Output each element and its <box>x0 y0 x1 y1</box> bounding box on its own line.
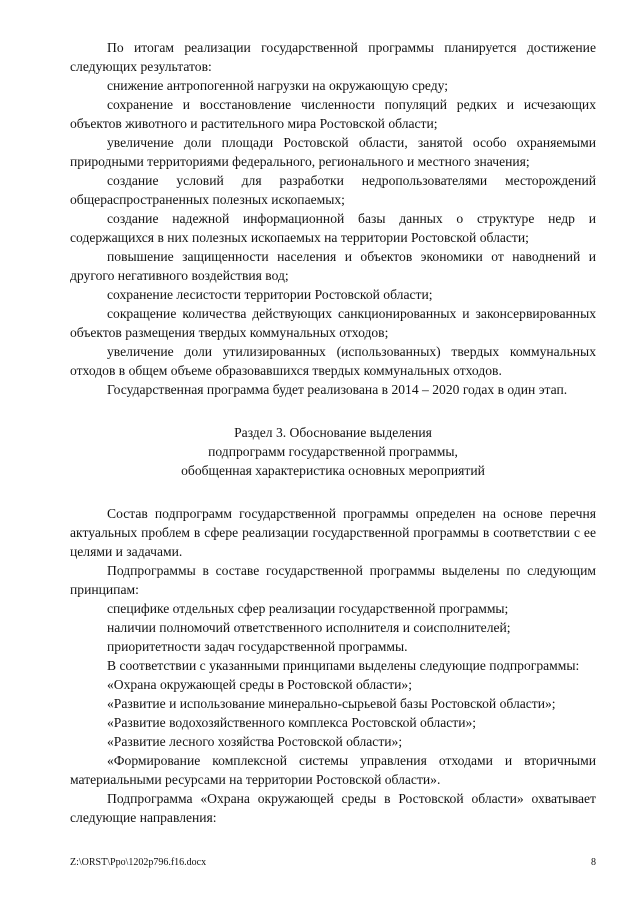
paragraph-subprogram-item: «Развитие водохозяйственного комплекса Ростовской области»; <box>107 715 477 730</box>
page-footer <box>70 857 596 869</box>
paragraph-result-item: увеличение доли площади Ростовской области, занятой особо охраняемыми природными территориями федерального, регионального и местного значения; <box>70 135 596 169</box>
paragraph-subprogram-item: «Развитие и использование минерально-сырьевой базы Ростовской области»; <box>107 696 556 711</box>
paragraph-subprogram-item: «Охрана окружающей среды в Ростовской области»; <box>107 677 413 692</box>
paragraph-result-item: повышение защищенности населения и объектов экономики от наводнений и другого негативного воздействия вод; <box>70 249 596 283</box>
paragraph-subprograms-intro: В соответствии с указанными принципами выделены следующие подпрограммы: <box>107 658 580 673</box>
paragraph-result-item: сохранение и восстановление численности популяций редких и исчезающих объектов животного и растительного мира Ростовской области; <box>70 97 596 131</box>
paragraph-subprogram-directions: Подпрограмма «Охрана окружающей среды в Ростовской области» охватывает следующие направления: <box>70 791 596 825</box>
footer-file-path: Z:\ORST\Ppo\1202p796.f16.docx <box>70 857 207 868</box>
paragraph-principle-item: наличии полномочий ответственного исполнителя и соисполнителей; <box>107 620 511 635</box>
paragraph-implementation-period: Государственная программа будет реализована в 2014 – 2020 годах в один этап. <box>107 382 568 397</box>
paragraph-result-item: снижение антропогенной нагрузки на окружающую среду; <box>107 78 449 93</box>
section-heading-line: обобщенная характеристика основных мероприятий <box>181 463 485 478</box>
paragraph-results-intro: По итогам реализации государственной программы планируется достижение следующих результатов: <box>70 40 596 74</box>
section-heading-line: подпрограмм государственной программы, <box>208 444 458 459</box>
paragraph-result-item: создание условий для разработки недропользователями месторождений общераспространенных полезных ископаемых; <box>70 173 596 207</box>
section-heading-line: Раздел 3. Обоснование выделения <box>234 425 432 440</box>
paragraph-subprogram-item: «Развитие лесного хозяйства Ростовской области»; <box>107 734 403 749</box>
footer-page-number: 8 <box>591 857 596 868</box>
paragraph-principles-intro: Подпрограммы в составе государственной программы выделены по следующим принципам: <box>70 563 596 597</box>
paragraph-principle-item: специфике отдельных сфер реализации государственной программы; <box>107 601 509 616</box>
paragraph-result-item: сохранение лесистости территории Ростовской области; <box>107 287 433 302</box>
paragraph-subprogram-composition: Состав подпрограмм государственной программы определен на основе перечня актуальных проблем в сфере реализации государственной программы в соответствии с ее целями и задачами. <box>70 506 596 559</box>
paragraph-subprogram-item: «Формирование комплексной системы управления отходами и вторичными материальными ресурсами на территории Ростовской области». <box>70 753 596 787</box>
spacer <box>70 399 596 423</box>
paragraph-principle-item: приоритетности задач государственной программы. <box>107 639 408 654</box>
paragraph-result-item: создание надежной информационной базы данных о структуре недр и содержащихся в них полезных ископаемых на территории Ростовской области; <box>70 211 596 245</box>
paragraph-result-item: сокращение количества действующих санкционированных и законсервированных объектов размещения твердых коммунальных отходов; <box>70 306 596 340</box>
document-page <box>70 38 596 827</box>
spacer <box>70 480 596 504</box>
paragraph-result-item: увеличение доли утилизированных (использованных) твердых коммунальных отходов в общем объеме образовавшихся твердых коммунальных отходов. <box>70 344 596 378</box>
